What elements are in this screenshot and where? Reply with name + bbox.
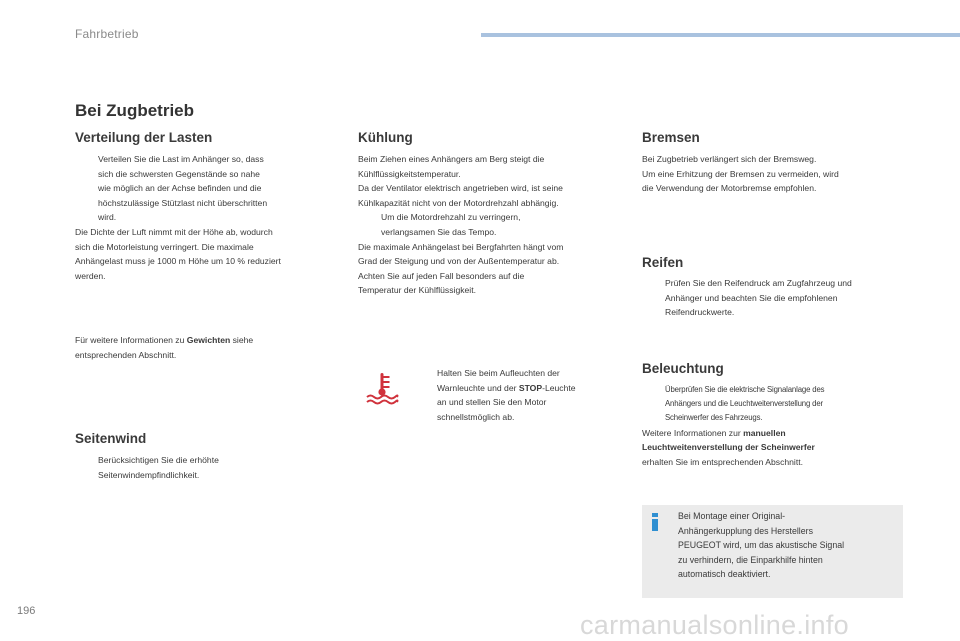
text-line: wie möglich an der Achse befinden und die xyxy=(98,183,262,194)
bullet-item xyxy=(358,210,628,239)
text-line: schnellstmöglich ab. xyxy=(437,411,515,422)
text-line: Anhängers und die Leuchtweitenverstellung der xyxy=(665,399,823,409)
text-line: Seitenwindempfindlichkeit. xyxy=(98,469,200,480)
text-line: -Leuchte xyxy=(542,382,576,393)
coolant-temperature-warning-icon xyxy=(365,371,399,405)
text-line: Anhängelast muss je 1000 m Höhe um 10 % reduziert xyxy=(75,256,281,267)
text-line: sich die schwersten Gegenstände so nahe xyxy=(98,168,260,179)
bullet-item xyxy=(642,383,917,426)
text-line: siehe xyxy=(230,335,254,345)
stop-label: STOP xyxy=(518,382,543,393)
weights-link-text: Gewichten xyxy=(186,335,231,345)
text-line: automatisch deaktiviert. xyxy=(678,569,771,580)
text-line: Warnleuchte und der xyxy=(437,382,519,393)
text-line: Bei Montage einer Original- xyxy=(678,511,786,521)
text-line: Halten Sie beim Aufleuchten der xyxy=(437,368,560,378)
text-line: Da der Ventilator elektrisch angetrieben wird, ist seine xyxy=(358,183,563,194)
bullet-item xyxy=(75,453,340,482)
text-line: Beim Ziehen eines Anhängers am Berg steigt die xyxy=(358,154,545,164)
page-title: Bei Zugbetrieb xyxy=(75,101,195,120)
text-line: Anhängerkupplung des Herstellers xyxy=(678,525,813,536)
text-line: Kühlkapazität nicht von der Motordrehzahl abhängig. xyxy=(358,197,559,208)
weights-reference xyxy=(75,333,340,362)
text-line: Scheinwerfer des Fahrzeugs. xyxy=(665,413,763,423)
text-line: Verteilen Sie die Last im Anhänger so, dass xyxy=(98,154,264,164)
section-header: Fahrbetrieb xyxy=(75,27,139,41)
info-box-text xyxy=(678,509,898,582)
crosswind-heading: Seitenwind xyxy=(75,431,147,446)
text-line: Überprüfen Sie die elektrische Signalanlage des xyxy=(665,385,825,394)
text-line: PEUGEOT wird, um das akustische Signal xyxy=(678,540,845,551)
text-line: Bei Zugbetrieb verlängert sich der Bremsweg. xyxy=(642,154,817,164)
text-line: Temperatur der Kühlflüssigkeit. xyxy=(358,285,476,296)
text-line: Kühlflüssigkeitstemperatur. xyxy=(358,168,461,179)
headlamp-link-text: manuellen xyxy=(743,427,786,438)
load-distribution-heading: Verteilung der Lasten xyxy=(75,130,213,145)
text-line: verlangsamen Sie das Tempo. xyxy=(381,226,497,237)
crosswind-text xyxy=(75,453,340,482)
text-line: an und stellen Sie den Motor xyxy=(437,397,547,408)
tyres-text xyxy=(642,276,917,320)
text-line: höchstzulässige Stützlast nicht überschritten xyxy=(98,197,268,208)
bullet-item xyxy=(642,276,917,320)
cooling-heading: Kühlung xyxy=(358,130,413,145)
text-line: die Verwendung der Motorbremse empfohlen. xyxy=(642,183,817,194)
text-line: sich die Motorleistung verringert. Die maximale xyxy=(75,241,254,252)
coolant-warning-text xyxy=(414,366,634,424)
text-line: Anhänger und beachten Sie die empfohlenen xyxy=(665,292,838,303)
text-line: erhalten Sie im entsprechenden Abschnitt. xyxy=(642,456,803,467)
text-line: Prüfen Sie den Reifendruck am Zugfahrzeug und xyxy=(665,278,852,288)
text-line: werden. xyxy=(75,270,106,281)
watermark: carmanualsonline.info xyxy=(580,610,849,640)
text-line: Um eine Erhitzung der Bremsen zu vermeiden, wird xyxy=(642,168,839,179)
text-line: Um die Motordrehzahl zu verringern, xyxy=(381,212,521,223)
bullet-item xyxy=(414,366,634,424)
cooling-text xyxy=(358,152,628,298)
headlamp-link-text: Leuchtweitenverstellung der Scheinwerfer xyxy=(642,442,815,453)
text-line: Die maximale Anhängelast bei Bergfahrten hängt vom xyxy=(358,241,564,252)
text-line: Für weitere Informationen zu xyxy=(75,335,187,345)
text-line: Reifendruckwerte. xyxy=(665,307,735,318)
text-line: wird. xyxy=(98,212,117,223)
brakes-heading: Bremsen xyxy=(642,130,700,145)
load-distribution-text xyxy=(75,152,340,283)
text-line: Grad der Steigung und von der Außentemperatur ab. xyxy=(358,256,560,267)
lighting-heading: Beleuchtung xyxy=(642,361,724,376)
tyres-heading: Reifen xyxy=(642,255,684,270)
text-line: entsprechenden Abschnitt. xyxy=(75,349,177,360)
text-line: Die Dichte der Luft nimmt mit der Höhe ab, wodurch xyxy=(75,226,273,237)
brakes-text xyxy=(642,152,917,196)
lighting-text xyxy=(642,383,917,469)
text-line: Weitere Informationen zur xyxy=(642,427,744,438)
text-line: Achten Sie auf jeden Fall besonders auf die xyxy=(358,270,525,281)
bullet-item xyxy=(75,152,340,225)
header-bar xyxy=(481,33,960,37)
text-line: Berücksichtigen Sie die erhöhte xyxy=(98,455,219,465)
text-line: zu verhindern, die Einparkhilfe hinten xyxy=(678,554,823,565)
info-icon xyxy=(649,512,663,532)
page-number: 196 xyxy=(17,605,36,617)
